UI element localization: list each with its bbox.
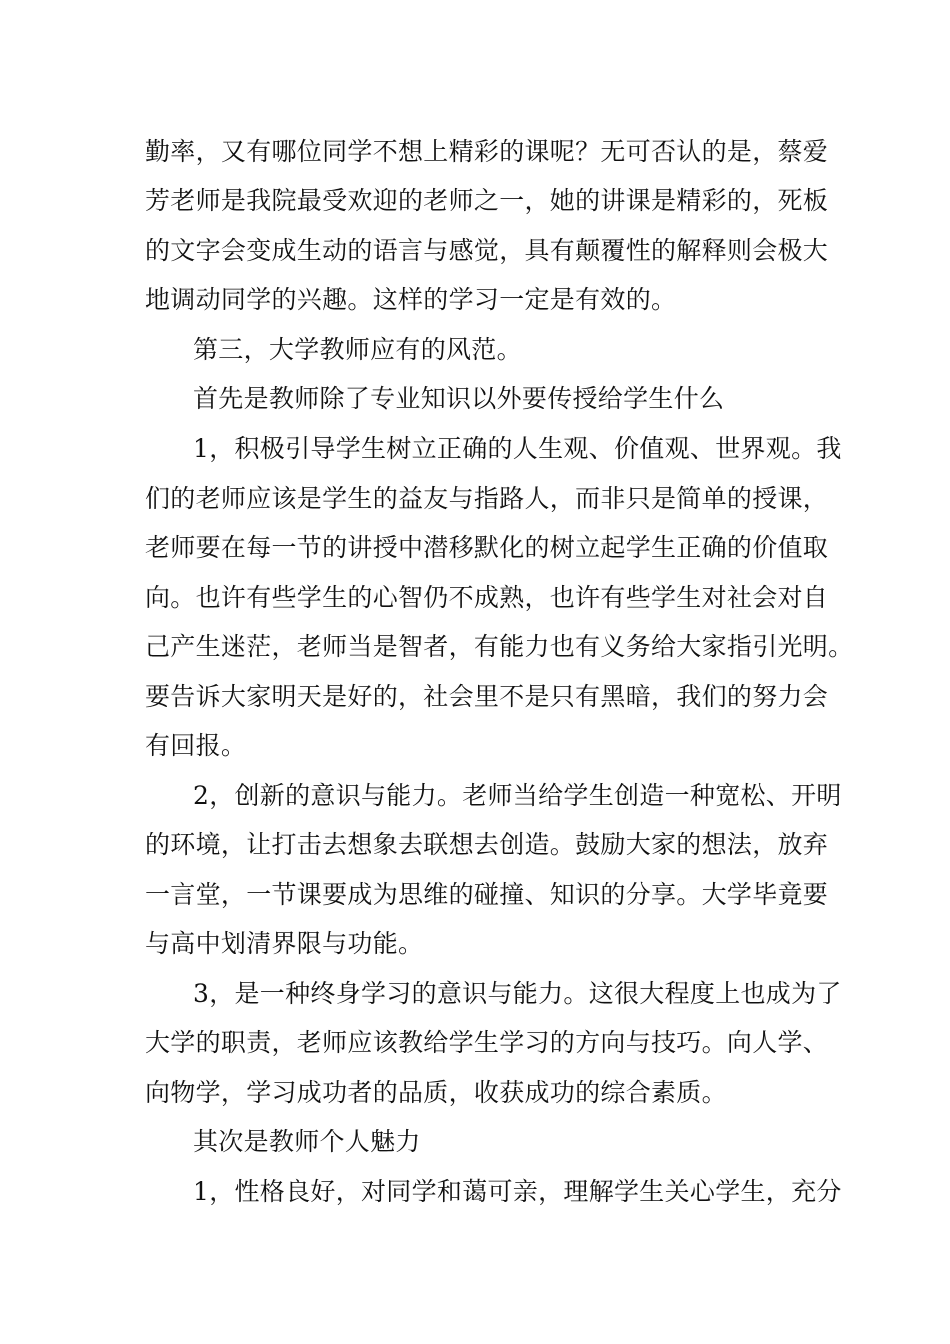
subsection-heading: 其次是教师个人魅力: [193, 1127, 421, 1156]
text-line: 一言堂，一节课要成为思维的碰撞、知识的分享。大学毕竟要: [145, 880, 829, 909]
text-line: 老师要在每一节的讲授中潜移默化的树立起学生正确的价值取: [145, 533, 829, 562]
paragraph-start: 1，积极引导学生树立正确的人生观、价值观、世界观。我: [193, 434, 842, 463]
paragraph-start: 3，是一种终身学习的意识与能力。这很大程度上也成为了: [193, 979, 842, 1008]
text-line: 有回报。: [145, 731, 247, 760]
paragraph-start: 2，创新的意识与能力。老师当给学生创造一种宽松、开明: [193, 781, 842, 810]
text-line: 要告诉大家明天是好的，社会里不是只有黑暗，我们的努力会: [145, 682, 829, 711]
text-line: 己产生迷茫，老师当是智者，有能力也有义务给大家指引光明。: [145, 632, 854, 661]
text-line: 向物学，学习成功者的品质，收获成功的综合素质。: [145, 1078, 727, 1107]
text-line: 大学的职责，老师应该教给学生学习的方向与技巧。向人学、: [145, 1028, 829, 1057]
text-line: 与高中划清界限与功能。: [145, 929, 424, 958]
text-line: 向。也许有些学生的心智仍不成熟，也许有些学生对社会对自: [145, 583, 829, 612]
text-line: 的文字会变成生动的语言与感觉，具有颠覆性的解释则会极大: [145, 236, 829, 265]
text-line: 芳老师是我院最受欢迎的老师之一，她的讲课是精彩的，死板: [145, 186, 829, 215]
text-line: 勤率，又有哪位同学不想上精彩的课呢？无可否认的是，蔡爱: [145, 137, 829, 166]
text-line: 们的老师应该是学生的益友与指路人，而非只是简单的授课，: [145, 484, 829, 513]
paragraph-start: 1，性格良好，对同学和蔼可亲，理解学生关心学生，充分: [193, 1177, 842, 1206]
section-heading: 第三，大学教师应有的风范。: [193, 335, 522, 364]
text-line: 地调动同学的兴趣。这样的学习一定是有效的。: [145, 285, 677, 314]
text-line: 的环境，让打击去想象去联想去创造。鼓励大家的想法，放弃: [145, 830, 829, 859]
subsection-heading: 首先是教师除了专业知识以外要传授给学生什么: [193, 384, 725, 413]
